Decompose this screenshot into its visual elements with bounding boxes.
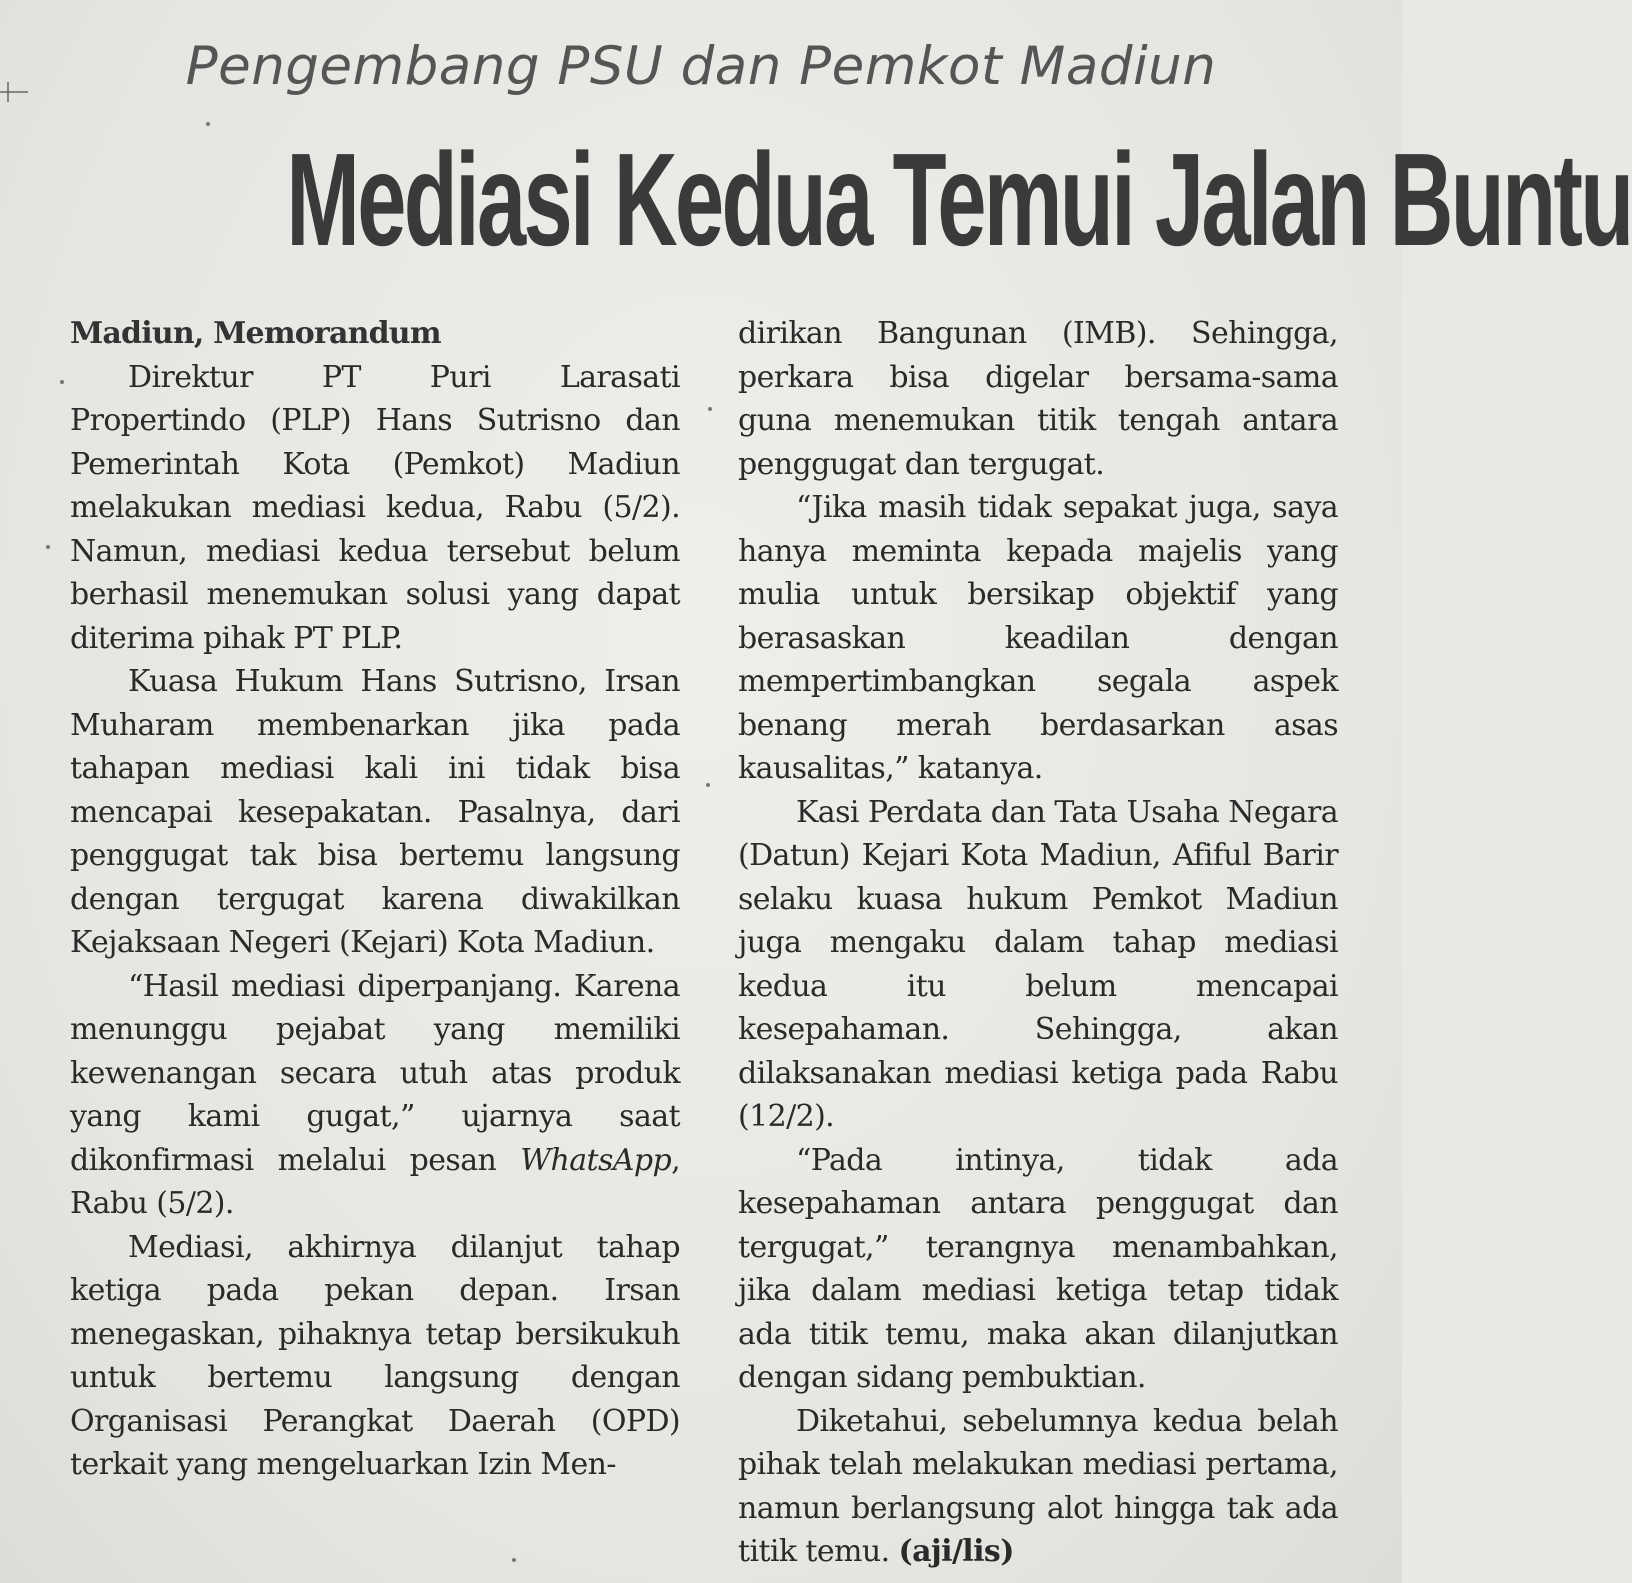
app-name: WhatsApp bbox=[520, 1142, 672, 1178]
print-speck bbox=[706, 783, 710, 787]
print-speck bbox=[708, 407, 712, 411]
print-speck bbox=[60, 380, 64, 384]
paragraph: Kasi Perdata dan Tata Usaha Negara (Datun) Kejari Kota Madiun, Afiful Barir selaku kuasa hukum Pemkot Madiun juga mengaku dalam tahap mediasi kedua itu belum mencapai kesepahaman. Sehingga, akan dilaksanakan mediasi ketiga pada Rabu (12/2). bbox=[738, 794, 1338, 1134]
paragraph: Direktur PT Puri Larasati Propertindo (PLP) Hans Sutrisno dan Pemerintah Kota (Pemkot) Madiun melakukan mediasi kedua, Rabu (5/2). Namun, mediasi kedua tersebut belum berhasil menemukan solusi yang dapat diterima pihak PT PLP. bbox=[70, 359, 680, 656]
paragraph-quote bbox=[70, 965, 680, 1226]
byline: (aji/lis) bbox=[898, 1534, 1014, 1569]
article-column-left bbox=[70, 312, 680, 1487]
paragraph: “Pada intinya, tidak ada kesepahaman antara penggugat dan tergugat,” terangnya menambahkan, jika dalam mediasi ketiga tetap tidak ada titik temu, maka akan dilanjutkan dengan sidang pembuktian. bbox=[738, 1142, 1338, 1395]
paragraph-continued: dirikan Bangunan (IMB). Sehingga, perkara bisa digelar bersama-sama guna menemukan titik tengah antara penggugat dan tergugat. bbox=[738, 316, 1338, 482]
print-speck bbox=[512, 1558, 516, 1562]
print-speck bbox=[206, 122, 210, 126]
closing-text: Diketahui, sebelumnya kedua belah pihak telah melakukan mediasi pertama, namun berlangsung alot hingga tak ada titik temu. bbox=[738, 1403, 1338, 1569]
print-speck bbox=[46, 545, 50, 549]
dateline-paragraph bbox=[70, 312, 680, 356]
article-kicker: Pengembang PSU dan Pemkot Madiun bbox=[185, 36, 1217, 97]
quote-date: , Rabu (5/2). bbox=[70, 1142, 681, 1221]
article-headline: Mediasi Kedua Temui Jalan Buntu bbox=[286, 126, 1632, 273]
dateline: Madiun, Memorandum bbox=[70, 316, 441, 351]
paragraph: Kuasa Hukum Hans Sutrisno, Irsan Muharam membenarkan jika pada tahapan mediasi kali ini tidak bisa mencapai kesepakatan. Pasalnya, dari penggugat tak bisa bertemu langsung dengan tergugat karena diwakilkan Kejaksaan Negeri (Kejari) Kota Madiun. bbox=[70, 664, 680, 960]
article-column-right bbox=[738, 312, 1338, 1574]
paragraph: “Jika masih tidak sepakat juga, saya hanya meminta kepada majelis yang mulia untuk bersikap objektif yang berasaskan keadilan dengan mempertimbangkan segala aspek benang merah berdasarkan asas kausalitas,” katanya. bbox=[738, 490, 1338, 786]
paragraph-final bbox=[738, 1400, 1338, 1574]
paragraph: Mediasi, akhirnya dilanjut tahap ketiga pada pekan depan. Irsan menegaskan, pihaknya tetap bersikukuh untuk bertemu langsung dengan Organisasi Perangkat Daerah (OPD) terkait yang mengeluarkan Izin Men- bbox=[70, 1229, 680, 1482]
quote-text: “Hasil mediasi diperpanjang. Karena menunggu pejabat yang memiliki kewenangan secara utuh atas produk yang kami gugat,” ujarnya saat dikonfirmasi melalui pesan bbox=[70, 968, 680, 1178]
